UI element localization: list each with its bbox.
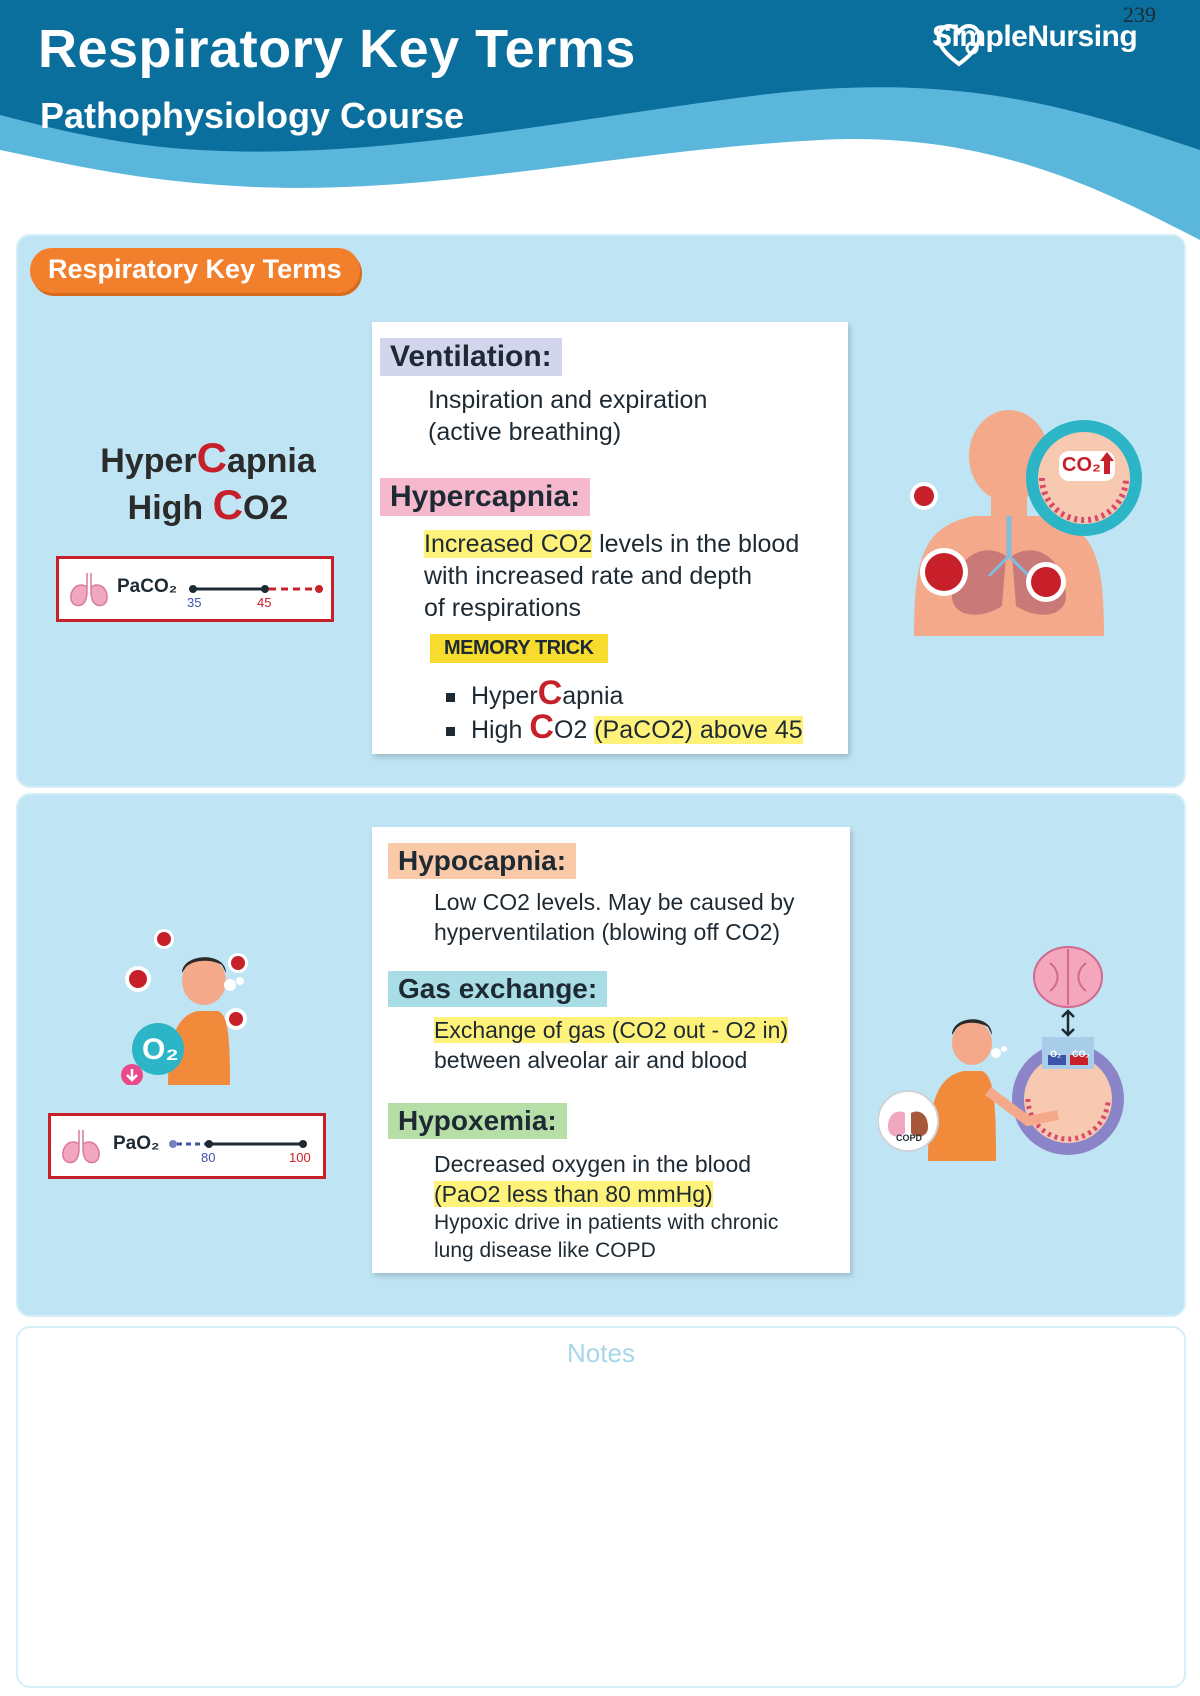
copd-brain-alveoli-illustration — [878, 941, 1128, 1161]
gas-exchange-definition — [434, 1015, 788, 1075]
ventilation-definition — [428, 384, 707, 448]
mnemonic-letter: C — [529, 708, 554, 746]
notes-label: Notes — [567, 1338, 635, 1368]
definition-line: (active breathing) — [428, 418, 622, 446]
bullet-square — [446, 727, 455, 736]
definition-line: of respirations — [424, 594, 582, 622]
respiratory-terms-panel — [16, 234, 1186, 788]
page-number: 239 — [1123, 2, 1156, 27]
mnemonic-letter: C — [537, 674, 563, 712]
notes-area[interactable] — [16, 1326, 1186, 1688]
highlighted-text: Increased CO2 — [424, 530, 593, 558]
brand-logo — [932, 20, 1137, 54]
page-title: Respiratory Key Terms — [38, 19, 636, 79]
definition-line: Hypoxic drive in patients with chronic — [434, 1211, 779, 1234]
memory-trick-badge: MEMORY TRICK — [430, 634, 608, 663]
ventilation-hypercapnia-card — [372, 322, 848, 754]
bullet-text: apnia — [562, 682, 624, 710]
gas-exchange-panel — [16, 793, 1186, 1317]
mnemonic-letter: C — [196, 434, 227, 481]
mnemonic-text: apnia — [226, 442, 316, 480]
definition-line: Low CO2 levels. May be caused by — [434, 889, 795, 915]
stethoscope-heart-icon — [932, 20, 986, 70]
definition-line: between alveolar air and blood — [434, 1047, 748, 1073]
lungs-icon — [67, 569, 111, 609]
mnemonic-text: Hyper — [100, 442, 197, 480]
hypercapnia-definition — [424, 528, 799, 624]
page-header — [0, 0, 1200, 240]
pao2-gauge — [48, 1113, 326, 1179]
bullet-text: Hyper — [471, 682, 538, 710]
highlighted-text: Exchange of gas (CO2 out - O2 in) — [434, 1017, 789, 1043]
gauge-low-tick: 35 — [187, 595, 202, 610]
gauge-label: PaO₂ — [113, 1133, 160, 1154]
lungs-icon — [59, 1126, 103, 1166]
hypercapnia-term: Hypercapnia: — [380, 478, 590, 516]
hypocapnia-definition — [434, 887, 795, 947]
bullet-text: High — [471, 716, 530, 744]
definition-line: with increased rate and depth — [424, 562, 752, 590]
section-pill-label: Respiratory Key Terms — [30, 248, 360, 293]
gauge-low-tick: 80 — [201, 1150, 216, 1165]
brand-name: SimpleNursing — [932, 20, 1138, 53]
bullet-text: O2 — [553, 716, 595, 744]
hypoxemia-definition — [434, 1149, 778, 1265]
definition-line: hyperventilation (blowing off CO2) — [434, 919, 781, 945]
gas-exchange-term: Gas exchange: — [388, 971, 607, 1007]
o2-label: O₂ — [142, 1033, 179, 1066]
paco2-gauge — [56, 556, 334, 622]
gauge-high-tick: 100 — [289, 1150, 311, 1165]
mnemonic-text: O2 — [242, 489, 289, 527]
mnemonic-text: High — [127, 489, 213, 527]
definition-line: Decreased oxygen in the blood — [434, 1151, 752, 1177]
bullet-square — [446, 693, 455, 702]
page-subtitle: Pathophysiology Course — [40, 95, 465, 136]
hypercapnia-mnemonic — [58, 436, 358, 530]
definition-line: Inspiration and expiration — [428, 386, 708, 414]
copd-label: COPD — [896, 1133, 923, 1143]
mnemonic-letter: C — [212, 481, 243, 528]
co2-label: CO₂ — [1062, 454, 1101, 476]
definition-line: lung disease like COPD — [434, 1239, 656, 1262]
alveoli-co2-label: CO₂ — [1072, 1049, 1090, 1059]
hypoxemia-term: Hypoxemia: — [388, 1103, 567, 1139]
highlighted-text: (PaO2 less than 80 mmHg) — [434, 1181, 713, 1207]
hypocapnia-term: Hypocapnia: — [388, 843, 576, 879]
ventilation-term: Ventilation: — [380, 338, 562, 376]
hypocapnia-gas-exchange-hypoxemia-card — [372, 827, 850, 1273]
definition-line: levels in the blood — [592, 530, 800, 558]
hypercapnia-illustration — [884, 406, 1144, 636]
highlighted-text: (PaCO2) above 45 — [594, 716, 803, 744]
gauge-high-tick: 45 — [257, 595, 272, 610]
alveoli-o2-label: O₂ — [1050, 1049, 1061, 1059]
arrow-up-icon — [1100, 452, 1114, 474]
memory-trick-item — [446, 708, 803, 747]
gauge-label: PaCO₂ — [117, 576, 178, 597]
